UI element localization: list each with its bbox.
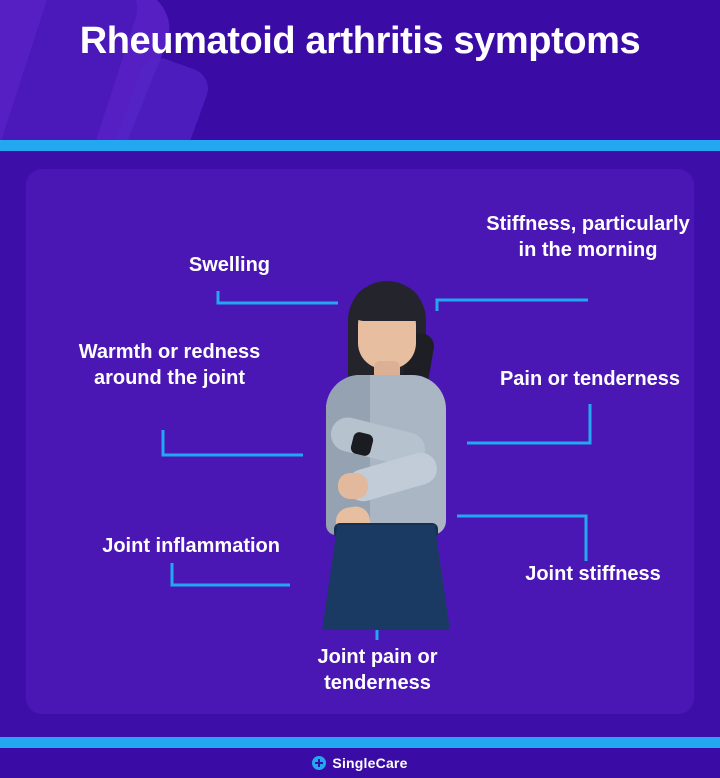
person-illustration — [300, 275, 470, 630]
page-title: Rheumatoid arthritis symptoms — [79, 20, 641, 62]
brand-name: SingleCare — [332, 755, 408, 771]
callout-label-joint-stiffness: Joint stiffness — [525, 563, 661, 585]
hair-front — [352, 285, 422, 321]
footer-accent-bar — [0, 737, 720, 748]
callout-label-swelling: Swelling — [188, 254, 270, 276]
callout-label-joint-pain: Joint pain or tenderness — [317, 646, 438, 694]
header-accent-bar — [0, 140, 720, 151]
skirt — [322, 525, 450, 630]
header — [0, 0, 720, 140]
callout-label-pain-tenderness: Pain or tenderness — [499, 368, 681, 390]
callout-label-warmth-redness: Warmth or redness around the joint — [78, 341, 261, 389]
callout-label-joint-inflammation: Joint inflammation — [102, 535, 280, 557]
callout-label-morning-stiffness: Stiffness, particularly in the morning — [486, 213, 690, 261]
footer — [0, 748, 720, 778]
hand-upper — [338, 473, 368, 499]
plus-cross-icon — [312, 756, 326, 770]
